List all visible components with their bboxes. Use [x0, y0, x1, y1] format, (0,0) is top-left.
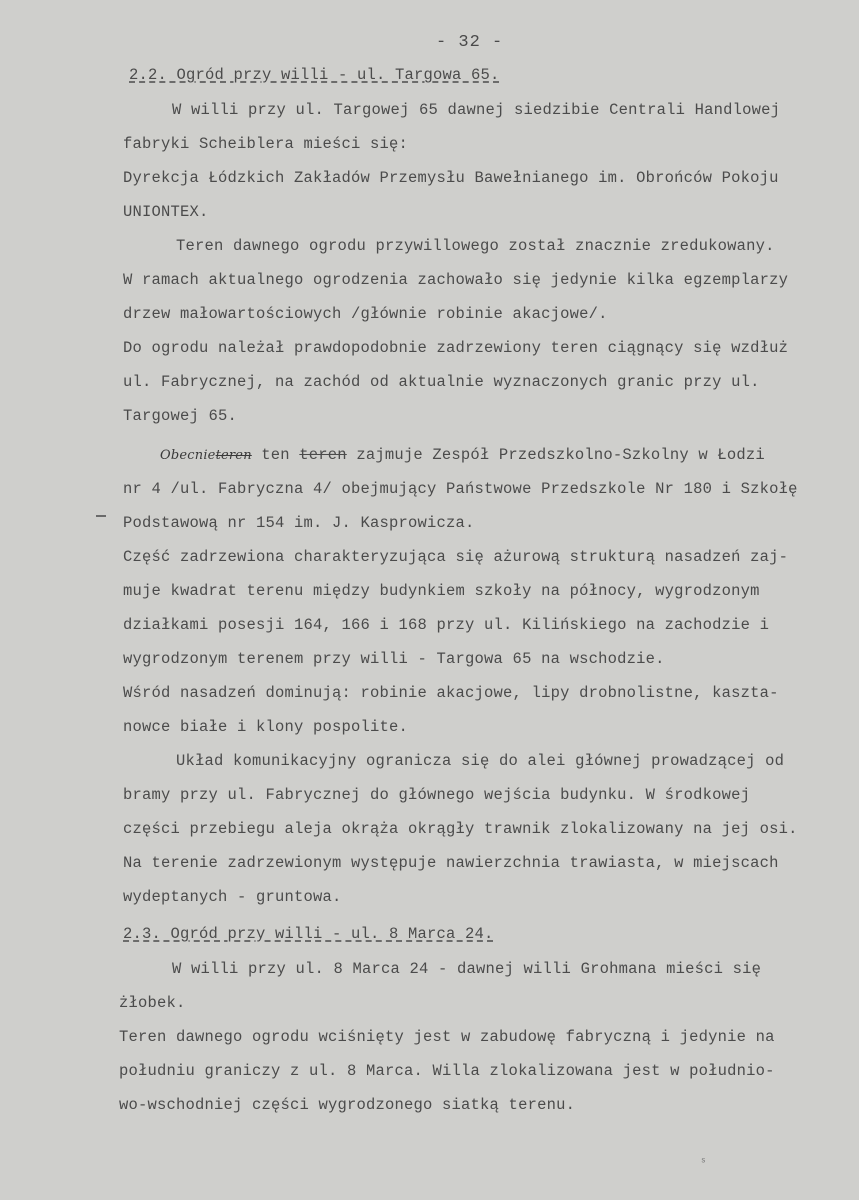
- text-line: Teren dawnego ogrodu przywillowego został znacznie zredukowany.: [176, 237, 775, 255]
- typed-word-ten: ten: [251, 446, 300, 464]
- stray-mark: ˢ: [700, 1157, 707, 1169]
- text-line: nr 4 /ul. Fabryczna 4/ obejmujący Państwowe Przedszkole Nr 180 i Szkołę: [123, 480, 798, 498]
- text-line: W willi przy ul. Targowej 65 dawnej siedzibie Centrali Handlowej: [172, 101, 781, 119]
- text-line: fabryki Scheiblera mieści się:: [123, 135, 409, 153]
- text-line: Dyrekcja Łódzkich Zakładów Przemysłu Bawełnianego im. Obrońców Pokoju: [123, 169, 779, 187]
- text-line: wydeptanych - gruntowa.: [123, 888, 342, 906]
- handwritten-struck-word: teren: [215, 448, 252, 463]
- handwritten-insert: Obecnie: [160, 448, 216, 463]
- section-heading-2-2: 2.2. Ogród przy willi - ul. Targowa 65.: [129, 66, 500, 84]
- text-line: wo-wschodniej części wygrodzonego siatką terenu.: [119, 1096, 576, 1114]
- text-line: południu graniczy z ul. 8 Marca. Willa zlokalizowana jest w południo-: [119, 1062, 775, 1080]
- margin-mark: [96, 515, 106, 517]
- text-line-rest: zajmuje Zespół Przedszkolno-Szkolny w Łodzi: [346, 446, 765, 464]
- text-line: Część zadrzewiona charakteryzująca się ażurową strukturą nasadzeń zaj-: [123, 548, 789, 566]
- text-line: drzew małowartościowych /głównie robinie akacjowe/.: [123, 305, 608, 323]
- text-line: Podstawową nr 154 im. J. Kasprowicza.: [123, 514, 475, 532]
- corrected-text-line: [160, 446, 765, 464]
- text-line: żłobek.: [119, 994, 186, 1012]
- text-line: Teren dawnego ogrodu wciśnięty jest w zabudowę fabryczną i jedynie na: [119, 1028, 775, 1046]
- text-line: Targowej 65.: [123, 407, 238, 425]
- text-line: muje kwadrat terenu między budynkiem szkoły na północy, wygrodzonym: [123, 582, 760, 600]
- text-line: Na terenie zadrzewionym występuje nawierzchnia trawiasta, w miejscach: [123, 854, 779, 872]
- text-line: Do ogrodu należał prawdopodobnie zadrzewiony teren ciągnący się wzdłuż: [123, 339, 789, 357]
- text-line: ul. Fabrycznej, na zachód od aktualnie wyznaczonych granic przy ul.: [123, 373, 760, 391]
- text-line: W ramach aktualnego ogrodzenia zachowało się jedynie kilka egzemplarzy: [123, 271, 789, 289]
- text-line: części przebiegu aleja okrąża okrągły trawnik zlokalizowany na jej osi.: [123, 820, 798, 838]
- text-line: bramy przy ul. Fabrycznej do głównego wejścia budynku. W środkowej: [123, 786, 751, 804]
- text-line: nowce białe i klony pospolite.: [123, 718, 409, 736]
- text-line: Wśród nasadzeń dominują: robinie akacjowe, lipy drobnolistne, kaszta-: [123, 684, 779, 702]
- text-line: wygrodzonym terenem przy willi - Targowa 65 na wschodzie.: [123, 650, 665, 668]
- typed-struck-word: teren: [299, 446, 347, 464]
- text-line: W willi przy ul. 8 Marca 24 - dawnej willi Grohmana mieści się: [172, 960, 762, 978]
- text-line: działkami posesji 164, 166 i 168 przy ul. Kilińskiego na zachodzie i: [123, 616, 770, 634]
- text-line: UNIONTEX.: [123, 203, 209, 221]
- text-line: Układ komunikacyjny ogranicza się do alei głównej prowadzącej od: [176, 752, 785, 770]
- page-number: - 32 -: [436, 33, 504, 52]
- section-heading-2-3: 2.3. Ogród przy willi - ul. 8 Marca 24.: [123, 925, 494, 943]
